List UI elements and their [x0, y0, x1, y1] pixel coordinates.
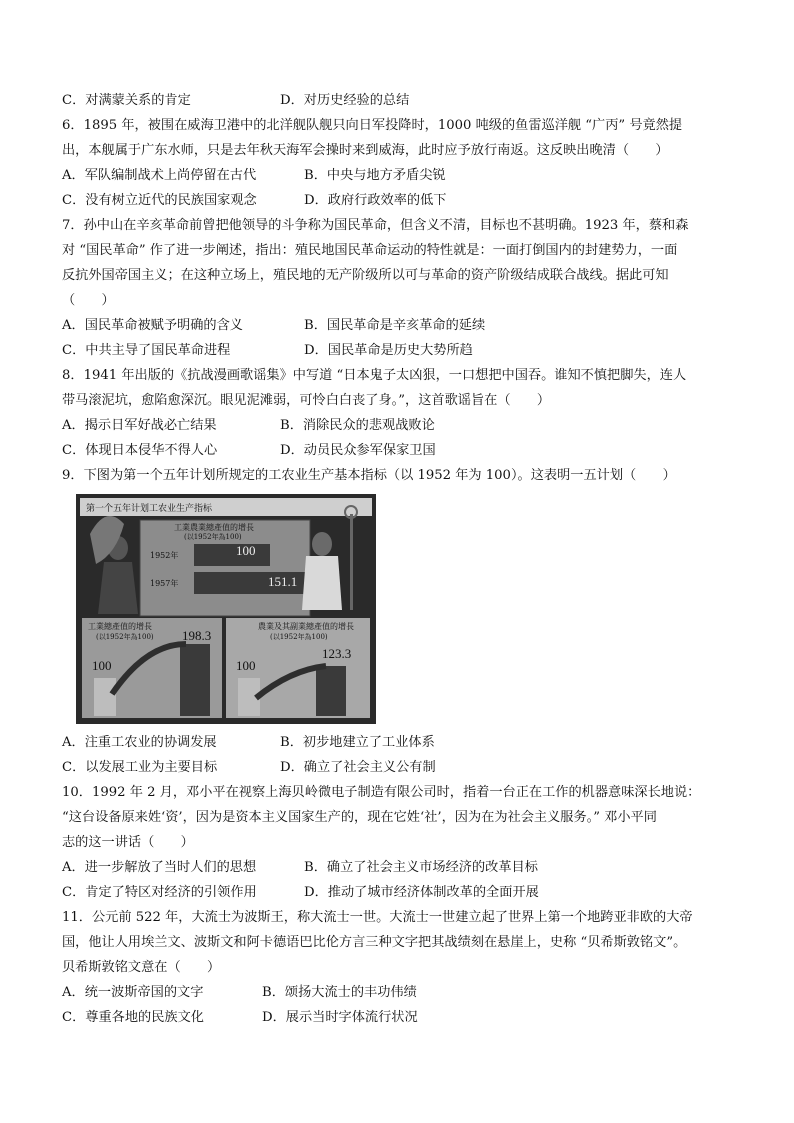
poster-industry-value: 198.3 — [182, 628, 212, 643]
q10-option-a[interactable]: A．进一步解放了当时人们的思想 — [62, 860, 257, 875]
q8-option-d[interactable]: D．动员民众参军保家卫国 — [280, 443, 436, 458]
exam-page — [62, 88, 732, 1030]
q9-options-row-2 — [62, 755, 732, 780]
q6-option-a[interactable]: A．军队编制战术上尚停留在古代 — [62, 168, 257, 183]
q10-option-b[interactable]: B．确立了社会主义市场经济的改革目标 — [304, 860, 538, 875]
q11-stem-line-3: 贝希斯敦铭文意在（ ） — [62, 960, 221, 975]
q10-stem-line-3: 志的这一讲话（ ） — [62, 835, 194, 850]
q7-stem-line-4: （ ） — [62, 293, 115, 308]
poster-row1-value: 100 — [236, 543, 256, 558]
q9-option-c[interactable]: C．以发展工业为主要目标 — [62, 760, 218, 775]
poster-industry-base: 100 — [92, 658, 112, 673]
q10-option-c[interactable]: C．肯定了特区对经济的引领作用 — [62, 885, 257, 900]
q7-options-row-2 — [62, 338, 732, 363]
q7-stem-line-3: 反抗外国帝国主义；在这种立场上，殖民地的无产阶级所以可与革命的资产阶级结成联合战线。据此可知 — [62, 268, 669, 283]
poster-agriculture-base: 100 — [236, 658, 256, 673]
q9-options-row-1 — [62, 730, 732, 755]
q8-option-c[interactable]: C．体现日本侵华不得人心 — [62, 443, 218, 458]
q5-options-row — [62, 88, 732, 113]
q8-stem-line-1: 8．1941 年出版的《抗战漫画歌谣集》中写道 “日本鬼子太凶狠，一口想把中国吞。谁知不慎把脚失，连人 — [62, 368, 687, 383]
q7-option-d[interactable]: D．国民革命是历史大势所趋 — [304, 343, 473, 358]
q11-stem-line-2: 国，他让人用埃兰文、波斯文和阿卡德语巴比伦方言三种文字把其战绩刻在悬崖上，史称 “贝希斯敦铭文”。 — [62, 935, 687, 950]
q9-stem-line-1: 9．下图为第一个五年计划所规定的工农业生产基本指标（以 1952 年为 100）。这表明一五计划（ ） — [62, 468, 676, 483]
q10-options-row-1 — [62, 855, 732, 880]
q7-stem-line-2: 对 “国民革命” 作了进一步阐述，指出：殖民地国民革命运动的特性就是：一面打倒国内的封建势力，一面 — [62, 243, 678, 258]
poster-agriculture-value: 123.3 — [322, 646, 352, 661]
q8-options-row-1 — [62, 413, 732, 438]
q11-options-row-2 — [62, 1005, 732, 1030]
q7-stem-line-1: 7．孙中山在辛亥革命前曾把他领导的斗争称为国民革命，但含义不清，目标也不甚明确。1923 年，蔡和森 — [62, 218, 689, 233]
poster-row2-value: 151.1 — [268, 574, 298, 589]
poster-agriculture-subtitle: (以1952年為100) — [270, 633, 328, 641]
q11-stem-line-1: 11．公元前 522 年，大流士为波斯王，称大流士一世。大流士一世建立起了世界上第一个地跨亚非欧的大帝 — [62, 910, 693, 925]
q10-stem-line-2: “这台设备原来姓‘资’，因为是资本主义国家生产的，现在它姓‘社’，因为在为社会主义服务。” 邓小平同 — [62, 810, 657, 825]
q11-option-c[interactable]: C．尊重各地的民族文化 — [62, 1010, 204, 1025]
poster-top-subtitle: (以1952年為100) — [184, 533, 242, 541]
poster-row1-year: 1952年 — [150, 551, 179, 560]
q9-option-b[interactable]: B．初步地建立了工业体系 — [280, 735, 435, 750]
q8-options-row-2 — [62, 438, 732, 463]
poster-industry-subtitle: (以1952年為100) — [96, 633, 154, 641]
q10-option-d[interactable]: D．推动了城市经济体制改革的全面开展 — [304, 885, 539, 900]
q6-option-d[interactable]: D．政府行政效率的低下 — [304, 193, 447, 208]
poster-industry-title: 工業總產值的增長 — [88, 622, 152, 631]
q5-option-d[interactable]: D．对历史经验的总结 — [280, 93, 410, 108]
q11-option-b[interactable]: B．颂扬大流士的丰功伟绩 — [262, 985, 417, 1000]
q7-option-c[interactable]: C．中共主导了国民革命进程 — [62, 343, 231, 358]
q9-option-a[interactable]: A．注重工农业的协调发展 — [62, 735, 217, 750]
q6-option-b[interactable]: B．中央与地方矛盾尖锐 — [304, 168, 446, 183]
q11-options-row-1 — [62, 980, 732, 1005]
poster-agriculture-title: 農業及其副業總產值的增長 — [258, 622, 354, 631]
q8-option-a[interactable]: A．揭示日军好战必亡结果 — [62, 418, 217, 433]
q7-options-row-1 — [62, 313, 732, 338]
q7-option-b[interactable]: B．国民革命是辛亥革命的延续 — [304, 318, 486, 333]
q6-stem-line-2: 出，本舰属于广东水师，只是去年秋天海军会操时来到威海，此时应予放行南返。这反映出晚清（ ） — [62, 143, 669, 158]
poster-row2-year: 1957年 — [150, 579, 179, 588]
q10-options-row-2 — [62, 880, 732, 905]
q5-option-c[interactable]: C．对满蒙关系的肯定 — [62, 93, 191, 108]
q11-option-d[interactable]: D．展示当时字体流行状况 — [262, 1010, 418, 1025]
q6-options-row-1 — [62, 163, 732, 188]
q8-option-b[interactable]: B．消除民众的悲观战败论 — [280, 418, 435, 433]
q6-options-row-2 — [62, 188, 732, 213]
q10-stem-line-1: 10．1992 年 2 月，邓小平在视察上海贝岭微电子制造有限公司时，指着一台正在工作的机器意味深长地说： — [62, 785, 701, 800]
five-year-plan-poster — [76, 494, 376, 724]
q11-option-a[interactable]: A．统一波斯帝国的文字 — [62, 985, 204, 1000]
q8-stem-line-2: 带马滚泥坑，愈陷愈深沉。眼见泥滩弱，可怜白白丧了身。”，这首歌谣旨在（ ） — [62, 393, 551, 408]
poster-banner-text: 第一个五年计划工农业生产指标 — [86, 504, 213, 514]
q7-option-a[interactable]: A．国民革命被赋予明确的含义 — [62, 318, 243, 333]
poster-top-title: 工業農業總產值的增長 — [174, 523, 254, 532]
q6-stem-line-1: 6．1895 年，被围在威海卫港中的北洋舰队舰只向日军投降时，1000 吨级的鱼雷巡洋舰 “广丙” 号竟然提 — [62, 118, 683, 133]
q9-option-d[interactable]: D．确立了社会主义公有制 — [280, 760, 436, 775]
q6-option-c[interactable]: C．没有树立近代的民族国家观念 — [62, 193, 257, 208]
